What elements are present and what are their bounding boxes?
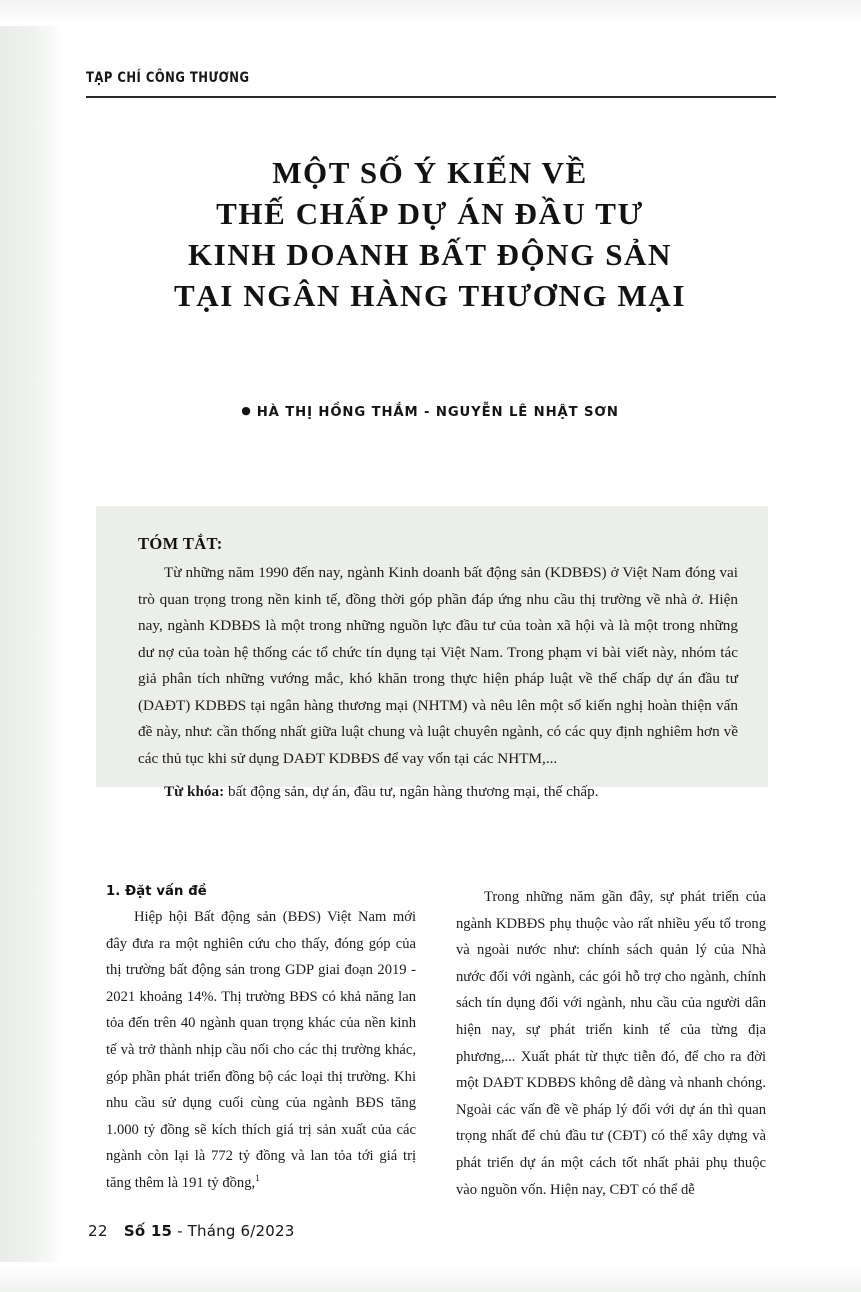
- issue-number: Số 15: [123, 1222, 173, 1240]
- title-line-1: MỘT SỐ Ý KIẾN VỀ: [272, 155, 588, 190]
- scan-bottom-shading: [0, 1262, 861, 1292]
- title-line-2: THẾ CHẤP DỰ ÁN ĐẦU TƯ: [216, 196, 644, 231]
- left-column-text: Hiệp hội Bất động sản (BĐS) Việt Nam mới đây đưa ra một nghiên cứu cho thấy, đóng góp của thị trường bất động sản trong GDP giai đoạn 2019 - 2021 khoảng 14%. Thị trường BĐS có khả năng lan tỏa đến trên 40 ngành quan trọng khác của nền kinh tế và trở thành nhịp cầu nối cho các thị trường khác, góp phần phát triển đồng bộ các loại thị trường. Khi nhu cầu sử dụng cuối cùng của ngành BĐS tăng 1.000 tỷ đồng sẽ kích thích giá trị sản xuất của các ngành còn lại là 772 tỷ đồng và lan tỏa tới giá trị tăng thêm là 191 tỷ đồng,: [106, 909, 416, 1191]
- abstract-body: Từ những năm 1990 đến nay, ngành Kinh doanh bất động sản (KDBĐS) ở Việt Nam đóng vai trò quan trọng trong nền kinh tế, đồng thời góp phần đáp ứng nhu cầu thị trường về nhà ở. Hiện nay, ngành KDBĐS là một trong những nguồn lực đầu tư của toàn xã hội và là một trong những dư nợ của toàn hệ thống các tổ chức tín dụng tại Việt Nam. Trong phạm vi bài viết này, nhóm tác giả phân tích những vướng mắc, khó khăn trong thực hiện pháp luật về thế chấp dự án đầu tư (DAĐT) KDBĐS tại ngân hàng thương mại (NHTM) và nêu lên một số kiến nghị hoàn thiện vấn đề này, như: cần thống nhất giữa luật chung và luật chuyên ngành, có các quy định nghiêm hơn về các thủ tục khi sử dụng DAĐT KDBĐS để vay vốn tại các NHTM,...: [138, 564, 738, 767]
- footnote-marker: 1: [255, 1174, 260, 1185]
- title-line-4: TẠI NGÂN HÀNG THƯƠNG MẠI: [173, 278, 687, 313]
- issue-date: - Tháng 6/2023: [172, 1222, 295, 1240]
- author-names: HÀ THỊ HỒNG THẮM - NGUYỄN LÊ NHẬT SƠN: [256, 405, 619, 420]
- journal-name: TẠP CHÍ CÔNG THƯƠNG: [86, 70, 250, 86]
- keywords-line: [138, 779, 738, 806]
- page-footer: [88, 1222, 295, 1240]
- page-number: 22: [88, 1222, 108, 1240]
- scan-top-shading: [0, 0, 861, 26]
- left-column: [106, 884, 416, 1203]
- keywords-value: bất động sản, dự án, đầu tư, ngân hàng thương mại, thế chấp.: [227, 783, 599, 800]
- right-column: [456, 884, 766, 1203]
- right-column-paragraph: Trong những năm gần đây, sự phát triển của ngành KDBĐS phụ thuộc vào rất nhiều yếu tố trong và ngoài nước như: chính sách quản lý của Nhà nước đối với ngành, các gói hỗ trợ cho ngành, chính sách tín dụng đối với ngành, nhu cầu của người dân hiện nay, sự phát triển kinh tế của từng địa phương,... Xuất phát từ thực tiễn đó, để cho ra đời một DAĐT KDBĐS không dễ dàng và nhanh chóng. Ngoài các vấn đề về pháp lý đối với dự án thì quan trọng nhất để chủ đầu tư (CĐT) có thể xây dựng và phát triển dự án một cách tốt nhất phải phụ thuộc vào nguồn vốn. Hiện nay, CĐT có thể dễ: [456, 889, 766, 1198]
- title-line-3: KINH DOANH BẤT ĐỘNG SẢN: [187, 237, 673, 272]
- article-title: [110, 152, 750, 316]
- abstract-heading: TÓM TẮT:: [138, 534, 223, 553]
- bullet-icon: ●: [241, 404, 252, 417]
- author-byline: [110, 404, 750, 420]
- scan-left-shading: [0, 0, 62, 1292]
- left-column-paragraph: [106, 904, 416, 1197]
- abstract-panel: [96, 506, 768, 800]
- running-head: [86, 70, 776, 98]
- section-heading-1: 1. Đặt vấn đề: [106, 884, 207, 899]
- body-columns: [106, 884, 766, 1203]
- header-rule: [86, 96, 776, 98]
- keywords-label: Từ khóa:: [164, 783, 225, 800]
